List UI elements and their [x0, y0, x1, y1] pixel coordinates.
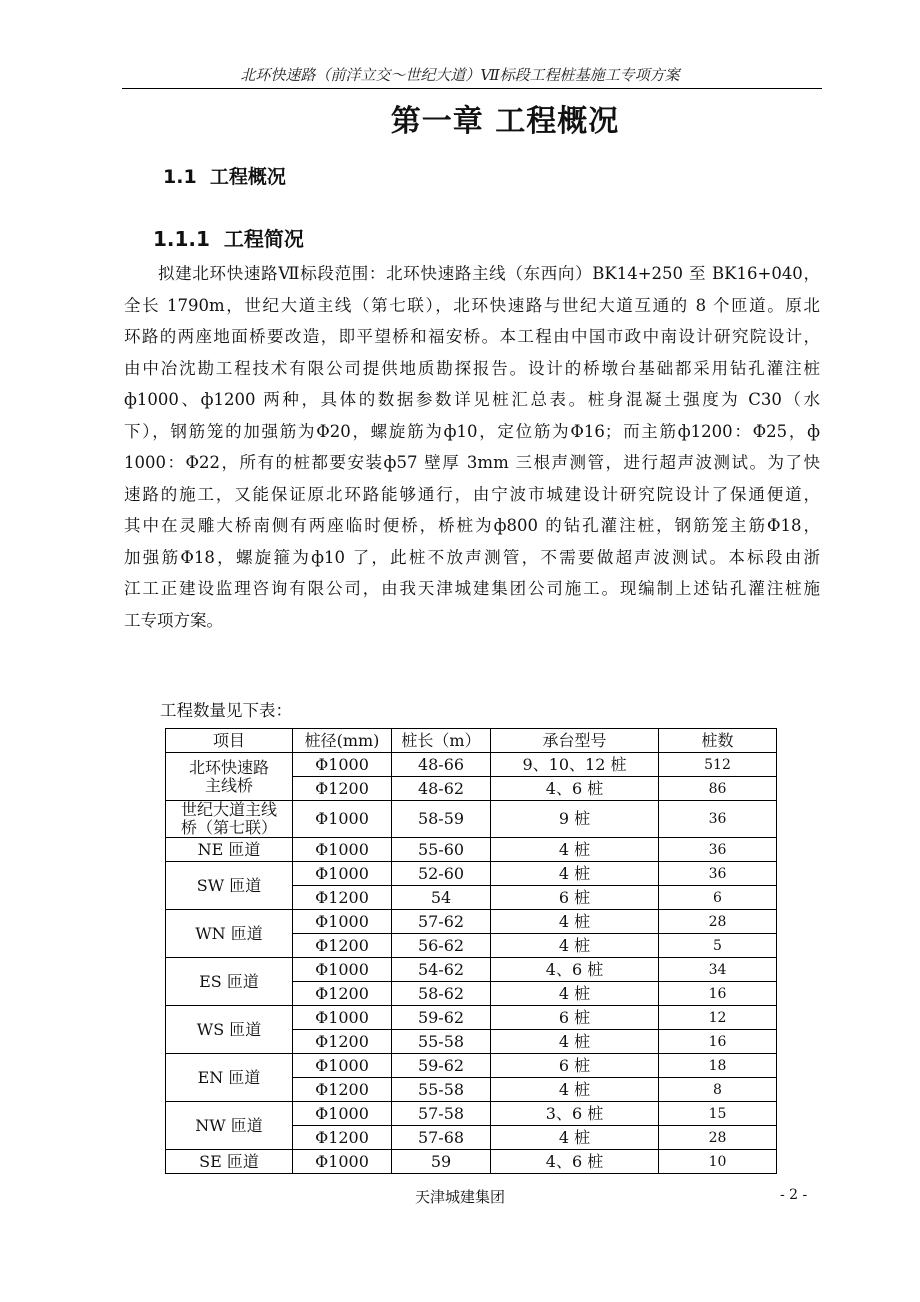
cap-type-cell: 4 桩 [491, 1030, 659, 1054]
item-name-cell [166, 838, 293, 862]
item-name-cell [166, 1054, 293, 1102]
subsection-number: 1.1.1 [153, 227, 210, 251]
pile-count-cell: 512 [659, 753, 777, 777]
diameter-cell: Φ1200 [293, 1078, 392, 1102]
table-row [166, 753, 777, 777]
item-name-line: 主线桥 [204, 775, 253, 795]
cap-type-cell: 4 桩 [491, 982, 659, 1006]
diameter-cell: Φ1200 [293, 982, 392, 1006]
item-name-line: NE 匝道 [197, 839, 261, 859]
length-cell: 55-60 [392, 838, 491, 862]
body-line: 速路的施工，又能保证原北环路能够通行，由宁波市城建设计研究院设计了保通便道， [124, 484, 820, 504]
diameter-cell: Φ1200 [293, 886, 392, 910]
header-cell: 项目 [166, 729, 293, 753]
body-line: 由中冶沈勘工程技术有限公司提供地质勘探报告。设计的桥墩台基础都采用钻孔灌注桩 [124, 358, 820, 378]
length-cell: 55-58 [392, 1030, 491, 1054]
pile-count-cell: 18 [659, 1054, 777, 1078]
item-name-cell [166, 910, 293, 958]
cap-type-cell: 6 桩 [491, 1006, 659, 1030]
running-header: 北环快速路（前洋立交～世纪大道）Ⅶ标段工程桩基施工专项方案 [240, 66, 680, 84]
pile-count-cell: 16 [659, 982, 777, 1006]
length-cell: 59 [392, 1150, 491, 1174]
length-cell: 57-62 [392, 910, 491, 934]
table-row [166, 1054, 777, 1078]
body-line: 全长 1790m，世纪大道主线（第七联），北环快速路与世纪大道互通的 8 个匝道。原北 [124, 295, 820, 315]
section-number: 1.1 [163, 166, 197, 188]
cap-type-cell: 4、6 桩 [491, 1150, 659, 1174]
item-name-line: 桥（第七联） [180, 818, 277, 837]
pile-count-cell: 16 [659, 1030, 777, 1054]
diameter-cell: Φ1000 [293, 1054, 392, 1078]
pile-count-cell: 10 [659, 1150, 777, 1174]
diameter-cell: Φ1200 [293, 777, 392, 801]
item-name-cell [166, 1006, 293, 1054]
table-row [166, 910, 777, 934]
diameter-cell: Φ1000 [293, 1102, 392, 1126]
cap-type-cell: 6 桩 [491, 1054, 659, 1078]
item-name-line: 世纪大道主线 [180, 800, 277, 819]
item-name-line: SW 匝道 [196, 875, 262, 895]
page-number: - 2 - [780, 1187, 808, 1203]
table-row [166, 1006, 777, 1030]
item-name-cell [166, 862, 293, 910]
header-cell: 桩数 [659, 729, 777, 753]
item-name-cell [166, 753, 293, 801]
length-cell: 52-60 [392, 862, 491, 886]
item-name-cell [166, 1102, 293, 1150]
table-row [166, 801, 777, 838]
table-header-row [166, 729, 777, 753]
length-cell: 54-62 [392, 958, 491, 982]
header-rule [122, 88, 822, 89]
pile-count-cell: 28 [659, 1126, 777, 1150]
body-line: 其中在灵雕大桥南侧有两座临时便桥，桥桩为ф800 的钻孔灌注桩，钢筋笼主筋Φ18， [124, 516, 820, 535]
table-row [166, 838, 777, 862]
body-line: 1000：Φ22，所有的桩都要安装ф57 壁厚 3mm 三根声测管，进行超声波测试。为了快 [124, 453, 820, 472]
length-cell: 55-58 [392, 1078, 491, 1102]
item-name-line: NW 匝道 [195, 1115, 263, 1135]
section-heading [163, 162, 286, 189]
length-cell: 48-62 [392, 777, 491, 801]
table-intro: 工程数量见下表： [160, 701, 292, 720]
cap-type-cell: 4 桩 [491, 934, 659, 958]
cap-type-cell: 4 桩 [491, 838, 659, 862]
diameter-cell: Φ1200 [293, 1030, 392, 1054]
item-name-line: SE 匝道 [199, 1151, 259, 1171]
diameter-cell: Φ1000 [293, 910, 392, 934]
length-cell: 58-59 [392, 801, 491, 838]
diameter-cell: Φ1000 [293, 862, 392, 886]
body-line: 环路的两座地面桥要改造，即平望桥和福安桥。本工程由中国市政中南设计研究院设计， [124, 327, 820, 346]
diameter-cell: Φ1000 [293, 838, 392, 862]
pile-count-cell: 36 [659, 838, 777, 862]
cap-type-cell: 3、6 桩 [491, 1102, 659, 1126]
subsection-heading [153, 223, 304, 252]
item-name-cell [166, 801, 293, 838]
length-cell: 59-62 [392, 1006, 491, 1030]
item-name-line: 北环快速路 [188, 757, 269, 777]
item-name-line: WN 匝道 [195, 923, 263, 943]
pile-count-cell: 86 [659, 777, 777, 801]
pile-count-cell: 12 [659, 1006, 777, 1030]
cap-type-cell: 4、6 桩 [491, 777, 659, 801]
pile-count-cell: 15 [659, 1102, 777, 1126]
cap-type-cell: 4 桩 [491, 1126, 659, 1150]
pile-count-cell: 36 [659, 801, 777, 838]
diameter-cell: Φ1000 [293, 753, 392, 777]
cap-type-cell: 9、10、12 桩 [491, 753, 659, 777]
diameter-cell: Φ1200 [293, 1126, 392, 1150]
body-line: 江工正建设监理咨询有限公司，由我天津城建集团公司施工。现编制上述钻孔灌注桩施 [124, 579, 820, 598]
table-row [166, 1102, 777, 1126]
cap-type-cell: 9 桩 [491, 801, 659, 838]
body-line: ф1000、ф1200 两种，具体的数据参数详见桩汇总表。桩身混凝土强度为 C30（水 [124, 390, 820, 409]
footer-company: 天津城建集团 [414, 1188, 505, 1206]
length-cell: 56-62 [392, 934, 491, 958]
length-cell: 57-68 [392, 1126, 491, 1150]
item-name-line: ES 匝道 [199, 971, 259, 991]
pile-count-cell: 5 [659, 934, 777, 958]
pile-count-cell: 34 [659, 958, 777, 982]
pile-count-cell: 28 [659, 910, 777, 934]
length-cell: 48-66 [392, 753, 491, 777]
item-name-cell [166, 1150, 293, 1174]
cap-type-cell: 6 桩 [491, 886, 659, 910]
header-cell: 桩径(mm) [293, 729, 392, 753]
length-cell: 59-62 [392, 1054, 491, 1078]
diameter-cell: Φ1000 [293, 1006, 392, 1030]
diameter-cell: Φ1000 [293, 958, 392, 982]
cap-type-cell: 4 桩 [491, 1078, 659, 1102]
cap-type-cell: 4 桩 [491, 862, 659, 886]
item-name-line: EN 匝道 [197, 1067, 261, 1087]
subsection-title: 工程简况 [223, 227, 304, 251]
pile-count-cell: 8 [659, 1078, 777, 1102]
pile-count-cell: 6 [659, 886, 777, 910]
body-line: 加强筋Φ18，螺旋箍为ф10 了，此桩不放声测管，不需要做超声波测试。本标段由浙 [124, 547, 820, 567]
length-cell: 54 [392, 886, 491, 910]
chapter-title: 第一章 工程概况 [390, 104, 620, 139]
quantity-table [165, 728, 777, 1174]
header-cell: 桩长（m） [392, 729, 491, 753]
item-name-cell [166, 958, 293, 1006]
table-row [166, 958, 777, 982]
cap-type-cell: 4 桩 [491, 910, 659, 934]
diameter-cell: Φ1000 [293, 801, 392, 838]
body-line: 下），钢筋笼的加强筋为Φ20，螺旋筋为ф10，定位筋为Φ16；而主筋ф1200：Φ25，ф [124, 421, 820, 441]
length-cell: 57-58 [392, 1102, 491, 1126]
header-cell: 承台型号 [491, 729, 659, 753]
length-cell: 58-62 [392, 982, 491, 1006]
diameter-cell: Φ1000 [293, 1150, 392, 1174]
diameter-cell: Φ1200 [293, 934, 392, 958]
cap-type-cell: 4、6 桩 [491, 958, 659, 982]
pile-count-cell: 36 [659, 862, 777, 886]
section-title: 工程概况 [209, 166, 286, 188]
item-name-line: WS 匝道 [196, 1019, 262, 1039]
body-line: 工专项方案。 [124, 610, 223, 630]
body-line: 拟建北环快速路Ⅶ标段范围：北环快速路主线（东西向）BK14+250 至 BK16+040， [158, 264, 820, 283]
table-row [166, 862, 777, 886]
table-row [166, 1150, 777, 1174]
